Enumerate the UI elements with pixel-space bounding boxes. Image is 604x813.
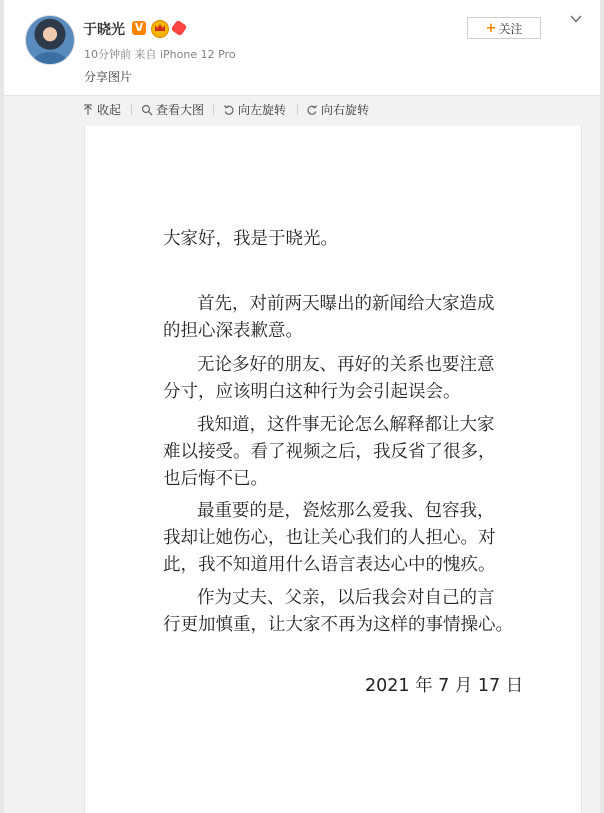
rotate-left-button[interactable] bbox=[223, 101, 286, 118]
letter-line: 我却让她伤心，也让关心我们的人担心。对 bbox=[163, 528, 496, 548]
window-frame-right bbox=[600, 0, 604, 813]
letter-line: 我知道，这件事无论怎么解释都让大家 bbox=[197, 415, 495, 435]
image-toolbar bbox=[4, 95, 600, 123]
image-viewer bbox=[4, 122, 600, 813]
view-large-button[interactable] bbox=[141, 101, 204, 118]
letter-greeting: 大家好，我是于晓光。 bbox=[163, 229, 338, 249]
verified-badge-icon: V bbox=[132, 21, 146, 35]
toolbar-divider bbox=[297, 104, 298, 115]
view-large-label: 查看大图 bbox=[156, 103, 205, 117]
collapse-arrow-icon bbox=[82, 104, 94, 116]
letter-line: 的担心深表歉意。 bbox=[163, 321, 303, 341]
magnifier-icon bbox=[141, 104, 153, 116]
avatar[interactable] bbox=[25, 15, 75, 65]
letter-date: 2021 年 7 月 17 日 bbox=[365, 676, 524, 696]
rotate-right-button[interactable] bbox=[306, 101, 369, 118]
letter-line: 行更加慎重，让大家不再为这样的事情操心。 bbox=[163, 615, 513, 635]
letter-line: 最重要的是，瓷炫那么爱我、包容我， bbox=[197, 501, 495, 521]
letter-line: 首先，对前两天曝出的新闻给大家造成 bbox=[197, 294, 495, 314]
username[interactable]: 于晓光 bbox=[83, 22, 125, 38]
toolbar-divider bbox=[131, 104, 132, 115]
rotate-right-label: 向右旋转 bbox=[321, 103, 370, 117]
plus-icon: + bbox=[485, 20, 497, 36]
rotate-right-icon bbox=[306, 104, 318, 116]
follow-button[interactable] bbox=[467, 17, 541, 39]
letter-line: 此，我不知道用什么语言表达心中的愧疚。 bbox=[163, 555, 496, 575]
letter-line: 也后悔不已。 bbox=[163, 469, 268, 489]
crown-badge-icon bbox=[151, 20, 169, 38]
collapse-button[interactable] bbox=[82, 101, 121, 118]
rotate-left-label: 向左旋转 bbox=[238, 103, 287, 117]
collapse-label: 收起 bbox=[97, 103, 122, 117]
follow-label: 关注 bbox=[498, 21, 523, 36]
statement-image[interactable] bbox=[84, 126, 582, 813]
letter-line: 无论多好的朋友、再好的关系也要注意 bbox=[197, 355, 495, 375]
toolbar-divider bbox=[213, 104, 214, 115]
post-header bbox=[4, 0, 600, 95]
medal-badge-icon bbox=[171, 20, 188, 37]
letter-line: 难以接受。看了视频之后，我反省了很多， bbox=[163, 442, 496, 462]
letter-line: 分寸，应该明白这种行为会引起误会。 bbox=[163, 382, 461, 402]
post-meta: 10分钟前 来自 iPhone 12 Pro bbox=[84, 48, 236, 61]
post-caption: 分享图片 bbox=[84, 70, 133, 84]
rotate-left-icon bbox=[223, 104, 235, 116]
chevron-down-icon[interactable] bbox=[569, 12, 583, 26]
letter-line: 作为丈夫、父亲，以后我会对自己的言 bbox=[197, 588, 495, 608]
